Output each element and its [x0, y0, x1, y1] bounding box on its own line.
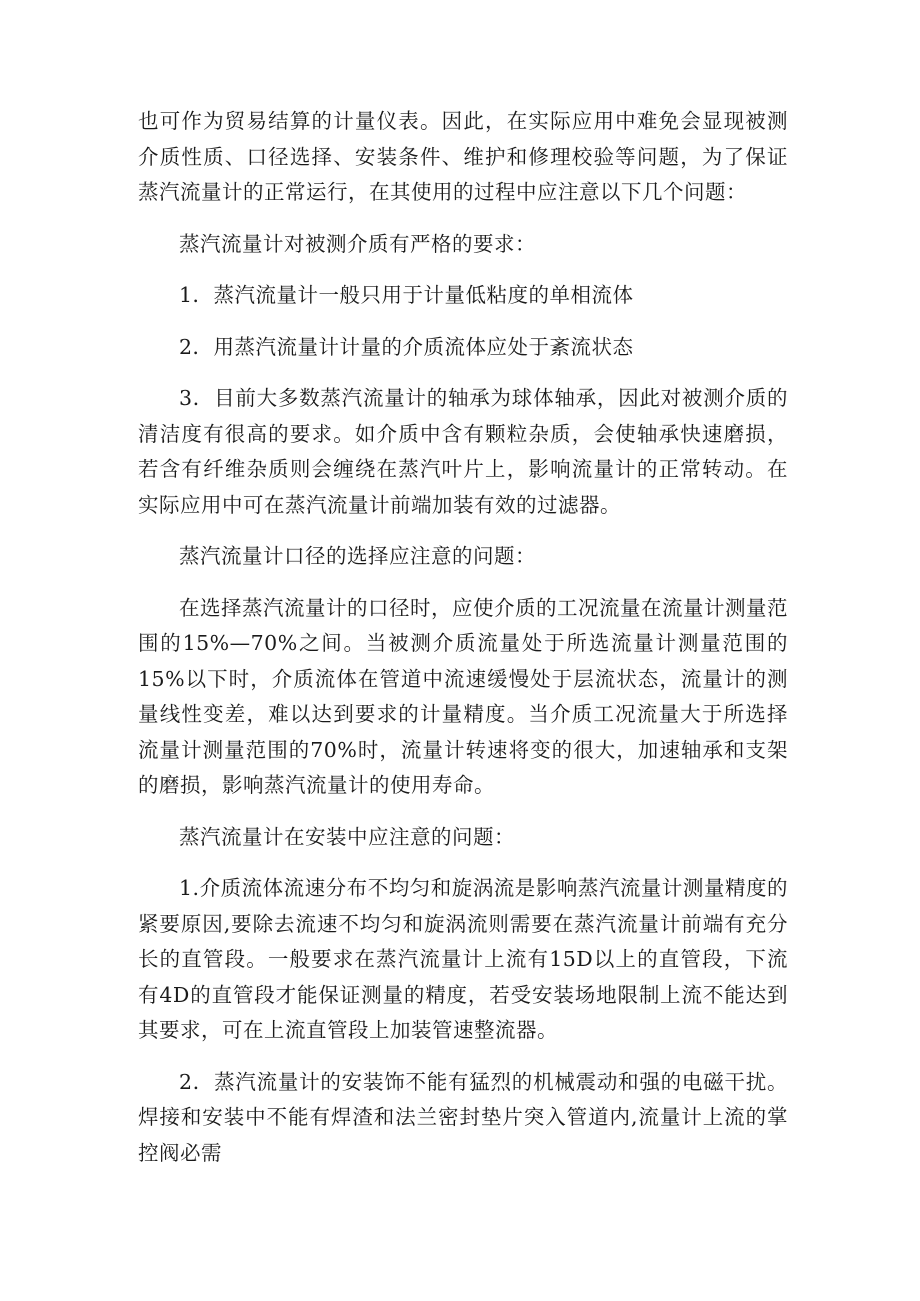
list-item-install-1: 1.介质流体流速分布不均匀和旋涡流是影响蒸汽流量计测量精度的紧要原因,要除去流速不均匀和旋涡流则需要在蒸汽流量计前端有充分长的直管段。一般要求在蒸汽流量计上流有15D以上的直管段，下流有4D的直管段才能保证测量的精度，若受安装场地限制上流不能达到其要求，可在上流直管段上加装管速整流器。 — [138, 876, 788, 1042]
list-item-medium-1: 1．蒸汽流量计一般只用于计量低粘度的单相流体 — [179, 283, 634, 307]
document-page — [138, 104, 788, 1171]
section-heading-medium: 蒸汽流量计对被测介质有严格的要求： — [179, 231, 536, 256]
list-item-medium-2: 2．用蒸汽流量计计量的介质流体应处于紊流状态 — [179, 334, 634, 359]
list-item-medium-3: 3．目前大多数蒸汽流量计的轴承为球体轴承，因此对被测介质的清洁度有很高的要求。如介质中含有颗粒杂质，会使轴承快速磨损，若含有纤维杂质则会缠绕在蒸汽叶片上，影响流量计的正常转动。在实际应用中可在蒸汽流量计前端加装有效的过滤器。 — [138, 386, 788, 517]
section-heading-install: 蒸汽流量计在安装中应注意的问题： — [179, 824, 515, 849]
section-heading-diameter: 蒸汽流量计口径的选择应注意的问题： — [179, 544, 536, 568]
list-item-install-2: 2．蒸汽流量计的安装饰不能有猛烈的机械震动和强的电磁干扰。焊接和安装中不能有焊渣和法兰密封垫片突入管道内,流量计上流的掌控阀必需 — [138, 1069, 788, 1165]
diameter-paragraph: 在选择蒸汽流量计的口径时，应使介质的工况流量在流量计测量范围的15%—70%之间。当被测介质流量处于所选流量计测量范围的15%以下时，介质流体在管道中流速缓慢处于层流状态，流量计的测量线性变差，难以达到要求的计量精度。当介质工况流量大于所选择流量计测量范围的70%时，流量计转速将变的很大，加速轴承和支架的磨损，影响蒸汽流量计的使用寿命。 — [138, 595, 788, 797]
intro-paragraph: 也可作为贸易结算的计量仪表。因此，在实际应用中难免会显现被测介质性质、口径选择、安装条件、维护和修理校验等问题，为了保证蒸汽流量计的正常运行，在其使用的过程中应注意以下几个问题： — [138, 109, 788, 204]
